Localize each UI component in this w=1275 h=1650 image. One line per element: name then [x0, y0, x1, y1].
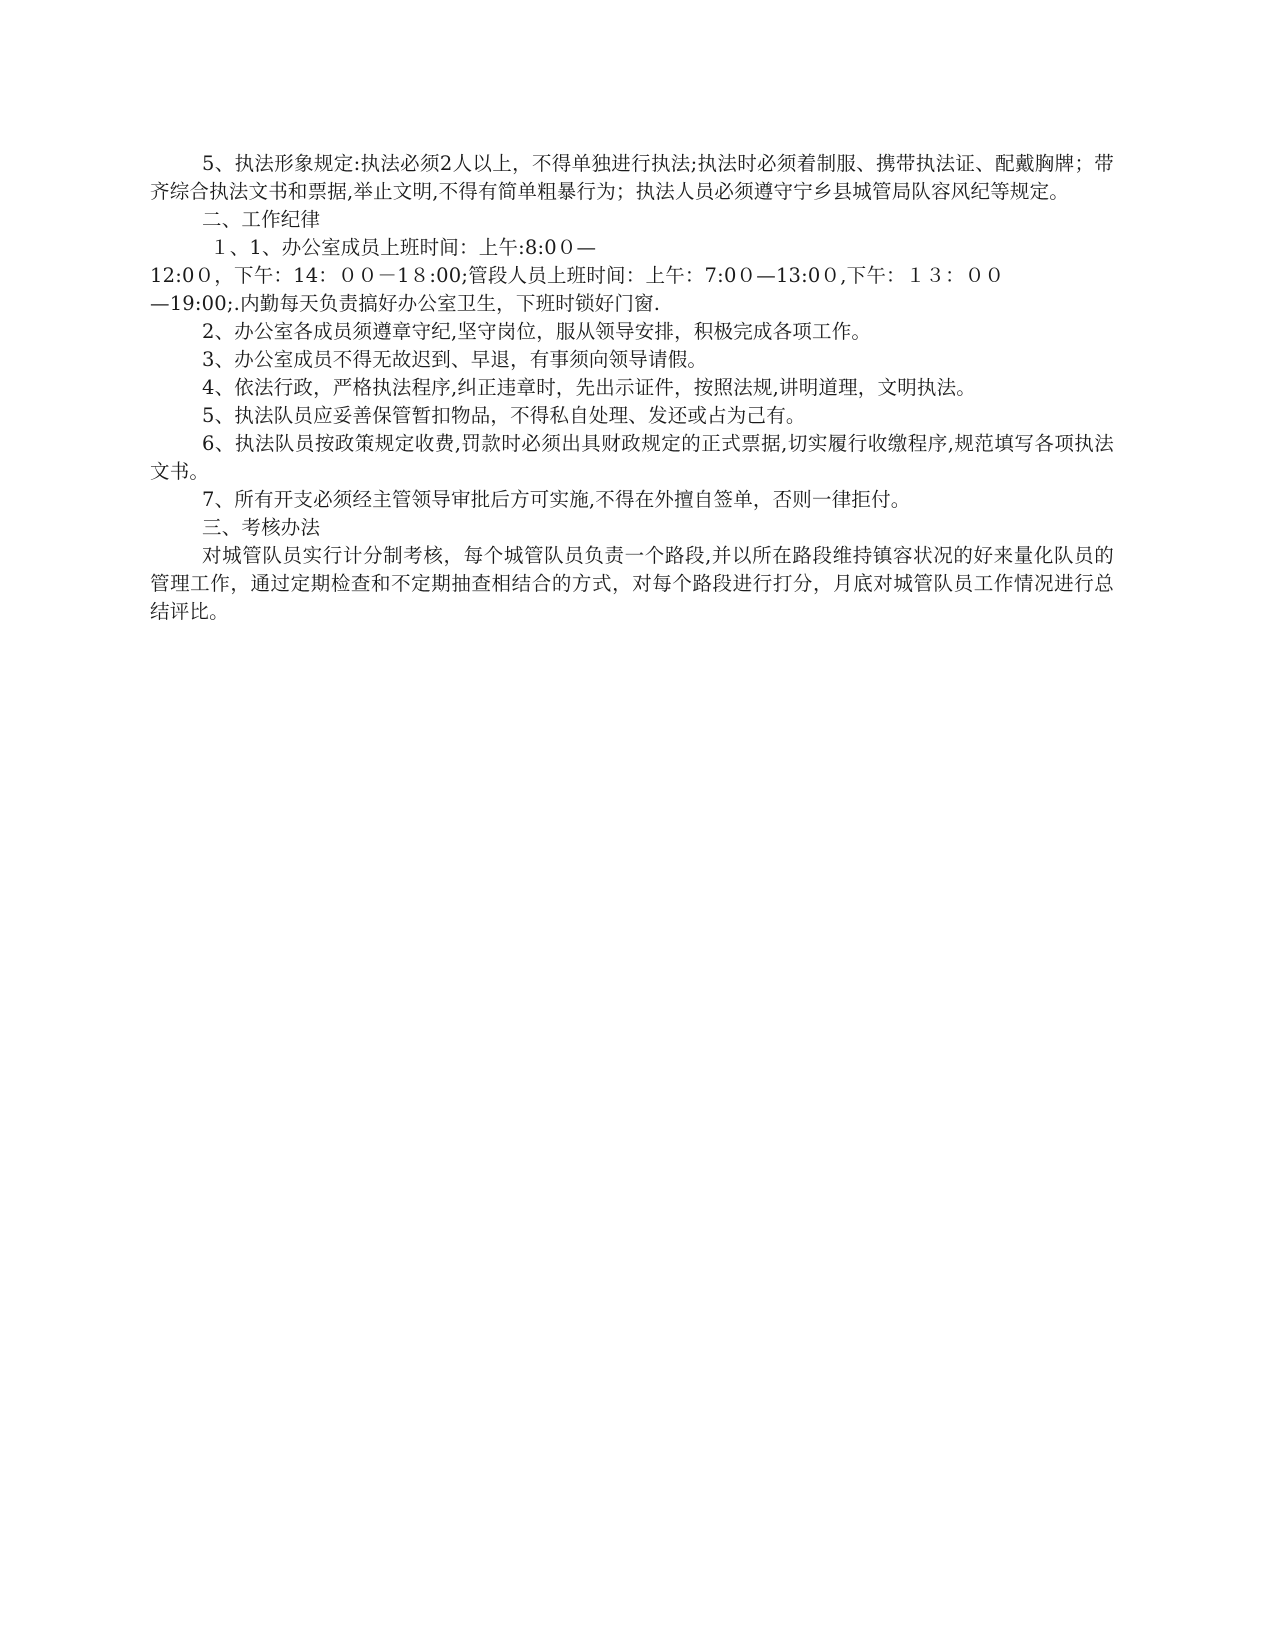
- paragraph-assessment-method: 对城管队员实行计分制考核，每个城管队员负责一个路段,并以所在路段维持镇容状况的好来量化队员的管理工作，通过定期检查和不定期抽查相结合的方式，对每个路段进行打分，月底对城管队员工作情况进行总结评比。: [150, 544, 1114, 623]
- rule-item-6: 6、执法队员按政策规定收费,罚款时必须出具财政规定的正式票据,切实履行收缴程序,规范填写各项执法文书。: [150, 432, 1114, 483]
- work-hours-line-2: 12:0０，下午：14：００－1８:00;管段人员上班时间：上午：7:0０—13:0０,下午：１３：００: [150, 264, 1005, 287]
- work-hours-line-1: １、1、办公室成员上班时间：上午:8:0０—: [210, 236, 597, 259]
- rule-item-4: 4、依法行政，严格执法程序,纠正违章时，先出示证件，按照法规,讲明道理，文明执法。: [202, 376, 977, 399]
- rule-item-7: 7、所有开支必须经主管领导审批后方可实施,不得在外擅自签单，否则一律拒付。: [202, 488, 911, 511]
- paragraph-work-hours: [150, 234, 1114, 318]
- section-heading-work-discipline: 二、工作纪律: [202, 208, 321, 231]
- rule-item-3: 3、办公室成员不得无故迟到、早退，有事须向领导请假。: [202, 348, 708, 371]
- work-hours-line-3: —19:00;.内勤每天负责搞好办公室卫生，下班时锁好门窗.: [150, 292, 661, 315]
- paragraph-enforcement-image-rules: 5、执法形象规定:执法必须2人以上，不得单独进行执法;执法时必须着制服、携带执法证、配戴胸牌；带齐综合执法文书和票据,举止文明,不得有简单粗暴行为；执法人员必须遵守宁乡县城管局队容风纪等规定。: [150, 152, 1114, 203]
- document-body: [150, 150, 1114, 626]
- section-heading-assessment: 三、考核办法: [202, 516, 321, 539]
- rule-item-2: 2、办公室各成员须遵章守纪,坚守岗位，服从领导安排，积极完成各项工作。: [202, 320, 872, 343]
- rule-item-5: 5、执法队员应妥善保管暂扣物品，不得私自处理、发还或占为己有。: [202, 404, 806, 427]
